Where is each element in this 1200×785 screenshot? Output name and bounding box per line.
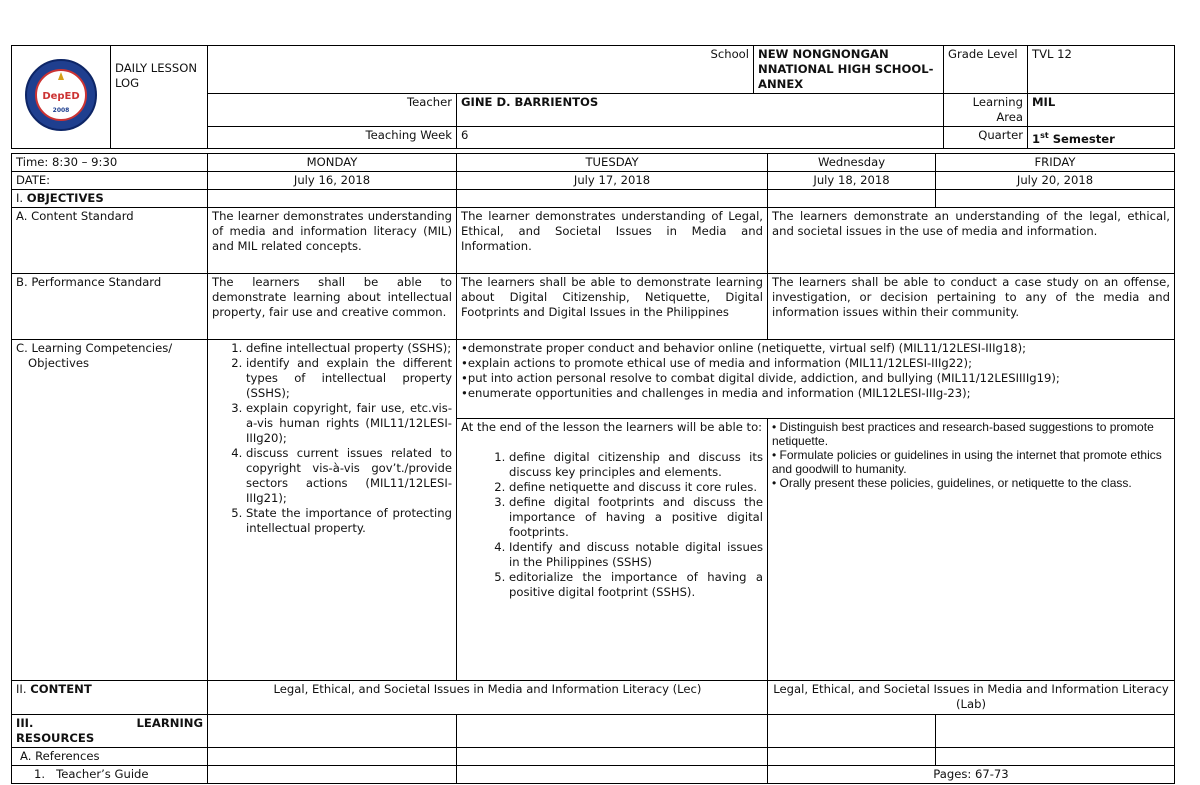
logo-text: DepED — [42, 90, 80, 102]
date-row — [12, 172, 1175, 190]
deped-seal-icon — [24, 58, 98, 132]
references-row — [12, 748, 1175, 766]
shared-bullet: •demonstrate proper conduct and behavior online (netiquette, virtual self) (MIL11/12LESI-IIIg18); — [461, 341, 1027, 355]
objectives-row — [12, 190, 1175, 208]
empty-cell — [768, 190, 936, 208]
empty-cell — [936, 748, 1175, 766]
content-standard-wed-fri: The learners demonstrate an understanding of the legal, ethical, and societal issues in the use of media and information. — [768, 208, 1175, 274]
monday-objective: 5. State the importance of protecting intellectual property. — [246, 506, 452, 536]
date-monday: July 16, 2018 — [208, 172, 457, 190]
page-title — [111, 46, 208, 149]
resources-row — [12, 715, 1175, 748]
school-label: School — [208, 46, 754, 94]
content-wed-fri: Legal, Ethical, and Societal Issues in Media and Information Literacy (Lab) — [768, 681, 1175, 715]
empty-cell — [936, 190, 1175, 208]
resources-title: LEARNING RESOURCES — [16, 716, 203, 745]
content-title: CONTENT — [30, 682, 92, 696]
day-row — [12, 154, 1175, 172]
monday-objective: 3. explain copyright, fair use, etc.vis-a-vis human rights (MIL11/12LESI-IIIg20); — [246, 401, 452, 446]
tuesday-objective: 1. define digital citizenship and discuss its discuss key principles and elements. — [509, 450, 763, 480]
empty-cell — [768, 715, 936, 748]
quarter-rest: Semester — [1048, 131, 1115, 146]
quarter-num: 1 — [1032, 131, 1041, 146]
shared-bullet: •enumerate opportunities and challenges in media and information (MIL12LESI-IIIg-23); — [461, 386, 971, 400]
objectives-title: OBJECTIVES — [26, 191, 104, 205]
day-monday: MONDAY — [208, 154, 457, 172]
quarter-label: Quarter — [944, 127, 1028, 149]
competencies-tuesday — [457, 419, 768, 681]
logo-year: 2008 — [52, 106, 70, 114]
school-value: NEW NONGNONGAN NNATIONAL HIGH SCHOOL-ANNEX — [754, 46, 944, 94]
teachers-guide-row — [12, 766, 1175, 784]
tuesday-objective: 3. define digital footprints and discuss the importance of having a positive digital footprints. — [509, 495, 763, 540]
objectives-num: I. — [16, 191, 24, 205]
content-standard-row — [12, 208, 1175, 274]
lesson-log-table — [11, 153, 1175, 784]
wed-fri-bullet: • Orally present these policies, guidelines, or netiquette to the class. — [772, 476, 1132, 490]
competencies-label-line1: C. Learning Competencies/ — [16, 341, 173, 355]
teaching-week-label: Teaching Week — [208, 127, 457, 149]
wed-fri-bullet: • Formulate policies or guidelines in using the internet that promote ethics and goodwill to humanity. — [772, 448, 1162, 476]
competencies-label — [12, 340, 208, 681]
competencies-wed-fri — [768, 419, 1175, 681]
quarter-value — [1028, 127, 1175, 149]
shared-bullet: •put into action personal resolve to combat digital divide, addiction, and bullying (MIL11/12LESIIIIg19); — [461, 371, 1060, 385]
performance-standard-label: B. Performance Standard — [12, 274, 208, 340]
empty-cell — [768, 748, 936, 766]
empty-cell — [457, 766, 768, 784]
empty-cell — [457, 190, 768, 208]
teachers-guide-num: 1. — [34, 767, 46, 781]
empty-cell — [208, 748, 457, 766]
date-friday: July 20, 2018 — [936, 172, 1175, 190]
learning-area-label: Learning Area — [944, 94, 1028, 127]
teachers-guide-label — [12, 766, 208, 784]
page-title-text: DAILY LESSON LOG — [115, 61, 198, 90]
content-num: II. — [16, 682, 27, 696]
logo-cell — [12, 46, 111, 149]
day-friday: FRIDAY — [936, 154, 1175, 172]
objectives-heading — [12, 190, 208, 208]
empty-cell — [936, 715, 1175, 748]
content-label — [12, 681, 208, 715]
resources-num: III. — [16, 716, 34, 730]
teacher-label: Teacher — [208, 94, 457, 127]
teacher-value: GINE D. BARRIENTOS — [457, 94, 944, 127]
date-wednesday: July 18, 2018 — [768, 172, 936, 190]
competencies-shared — [457, 340, 1175, 419]
competencies-label-line2: Objectives — [28, 356, 90, 370]
grade-level-value: TVL 12 — [1028, 46, 1175, 94]
monday-objective: 4. discuss current issues related to copyright vis-à-vis gov’t./provide sectors actions (MIL11/12LESI-IIIg21); — [246, 446, 452, 506]
resources-label — [12, 715, 208, 748]
learning-area-value: MIL — [1028, 94, 1175, 127]
empty-cell — [208, 190, 457, 208]
header-table — [11, 45, 1175, 149]
empty-cell — [457, 748, 768, 766]
date-tuesday: July 17, 2018 — [457, 172, 768, 190]
empty-cell — [208, 715, 457, 748]
empty-cell — [208, 766, 457, 784]
monday-objective: 2. identify and explain the different types of intellectual property (SSHS); — [246, 356, 452, 401]
performance-standard-tuesday: The learners shall be able to demonstrate learning about Digital Citizenship, Netiquette, Digital Footprints and Digital Issues in the Philippines — [457, 274, 768, 340]
content-row — [12, 681, 1175, 715]
shared-bullet: •explain actions to promote ethical use of media and information (MIL11/12LESI-IIIg22); — [461, 356, 972, 370]
content-standard-label: A. Content Standard — [12, 208, 208, 274]
day-wednesday: Wednesday — [768, 154, 936, 172]
performance-standard-row — [12, 274, 1175, 340]
day-tuesday: TUESDAY — [457, 154, 768, 172]
teaching-week-value: 6 — [457, 127, 944, 149]
tuesday-objective: 2. define netiquette and discuss it core rules. — [509, 480, 763, 495]
content-mon-tue: Legal, Ethical, and Societal Issues in Media and Information Literacy (Lec) — [208, 681, 768, 715]
teachers-guide-pages: Pages: 67-73 — [768, 766, 1175, 784]
wed-fri-bullet: • Distinguish best practices and research-based suggestions to promote netiquette. — [772, 420, 1154, 448]
tuesday-objective: 4. Identify and discuss notable digital issues in the Philippines (SSHS) — [509, 540, 763, 570]
competencies-row-top — [12, 340, 1175, 419]
tuesday-intro: At the end of the lesson the learners will be able to: — [461, 420, 763, 434]
time-label: Time: 8:30 – 9:30 — [12, 154, 208, 172]
date-label: DATE: — [12, 172, 208, 190]
quarter-sup: st — [1040, 131, 1049, 140]
performance-standard-monday: The learners shall be able to demonstrate learning about intellectual property, fair use and creative common. — [208, 274, 457, 340]
teachers-guide-text: Teacher’s Guide — [56, 767, 149, 781]
competencies-monday — [208, 340, 457, 681]
references-label: A. References — [12, 748, 208, 766]
performance-standard-wed-fri: The learners shall be able to conduct a case study on an offense, investigation, or decision pertaining to any of the media and information issues within their community. — [768, 274, 1175, 340]
grade-level-label: Grade Level — [944, 46, 1028, 94]
tuesday-objective: 5. editorialize the importance of having a positive digital footprint (SSHS). — [509, 570, 763, 600]
content-standard-tuesday: The learner demonstrates understanding of Legal, Ethical, and Societal Issues in Media and Information. — [457, 208, 768, 274]
monday-objective: 1. define intellectual property (SSHS); — [246, 341, 452, 356]
empty-cell — [457, 715, 768, 748]
content-standard-monday: The learner demonstrates understanding of media and information literacy (MIL) and MIL related concepts. — [208, 208, 457, 274]
